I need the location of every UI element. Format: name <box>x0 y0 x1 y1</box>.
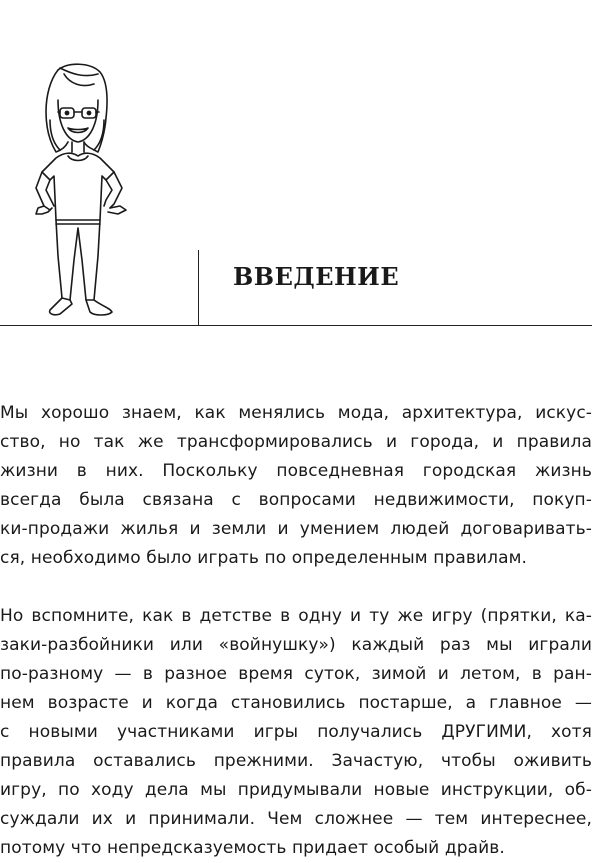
text-line: заки-разбойники или «войнушку») каждый раз мы играли <box>0 635 592 655</box>
text-line: нем возрасте и когда становились постарше, а главное — <box>0 693 592 713</box>
text-line: суждали их и принимали. Чем сложнее — тем интереснее, <box>0 809 592 829</box>
text-line: Мы хорошо знаем, как менялись мода, архитектура, искус- <box>0 403 592 423</box>
text-line: потому что непредсказуемость придает особый драйв. <box>0 838 505 858</box>
paragraph-2 <box>0 602 592 863</box>
body-text <box>0 399 592 863</box>
text-line: ство, но так же трансформировались и города, и правила <box>0 432 592 452</box>
text-line: всегда была связана с вопросами недвижимости, покуп- <box>0 490 592 510</box>
header-horizontal-divider <box>0 325 592 326</box>
woman-figure-illustration <box>28 60 140 322</box>
text-line: правила оставались прежними. Зачастую, чтобы оживить <box>0 751 592 771</box>
header-vertical-divider <box>198 250 199 326</box>
paragraph-1 <box>0 399 592 573</box>
text-line: жизни в них. Поскольку повседневная городская жизнь <box>0 461 592 481</box>
chapter-title: ВВЕДЕНИЕ <box>233 262 400 291</box>
text-line: ся, необходимо было играть по определенным правилам. <box>0 548 528 568</box>
text-line: ки-продажи жилья и земли и умением людей договаривать- <box>0 519 592 539</box>
text-line: по-разному — в разное время суток, зимой и летом, в ран- <box>0 664 592 684</box>
text-line: игру, по ходу дела мы придумывали новые инструкции, об- <box>0 780 592 800</box>
text-line: с новыми участниками игры получались ДРУГИМИ, хотя <box>0 722 592 742</box>
text-line: Но вспомните, как в детстве в одну и ту же игру (прятки, ка- <box>0 606 592 626</box>
